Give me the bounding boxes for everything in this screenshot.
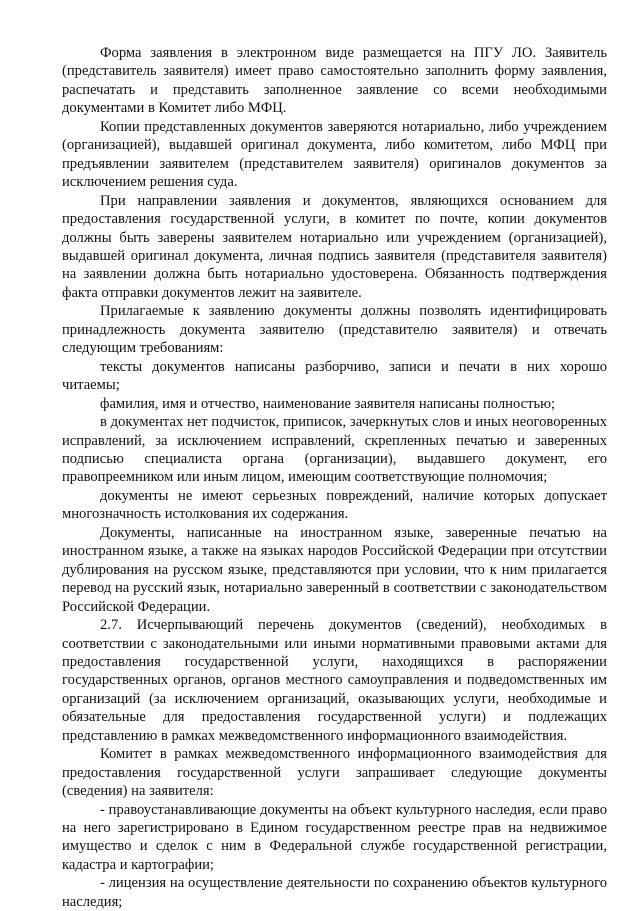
requirement-legible-text: тексты документов написаны разборчиво, записи и печати в них хорошо читаемы; bbox=[62, 358, 607, 394]
paragraph-form-submission: Форма заявления в электронном виде размещается на ПГУ ЛО. Заявитель (представитель заявителя) имеет право самостоятельно заполнить форму заявления, распечатать и представить заполненное заявление со всеми необходимыми документами в Комитет либо МФЦ. bbox=[62, 45, 607, 117]
paragraph-interagency-request: Комитет в рамках межведомственного информационного взаимодействия для предоставления государственной услуги запрашивает следующие документы (сведения) на заявителя: bbox=[62, 746, 607, 800]
list-item-title-documents: - правоустанавливающие документы на объект культурного наследия, если право на него зарегистрировано в Едином государственном реестре прав на недвижимое имущество и сделок с ним в Федеральной службе государственной регистрации, кадастра и картографии; bbox=[62, 801, 607, 873]
requirement-no-damage: документы не имеют серьезных повреждений, наличие которых допускает многозначность истолкования их содержания. bbox=[62, 487, 607, 523]
paragraph-document-requirements: Прилагаемые к заявлению документы должны позволять идентифицировать принадлежность документа заявителю (представителю заявителя) и отвечать следующим требованиям: bbox=[62, 303, 607, 357]
requirement-full-name: фамилия, имя и отчество, наименование заявителя написаны полностью; bbox=[100, 395, 556, 412]
paragraph-foreign-language: Документы, написанные на иностранном языке, заверенные печатью на иностранном языке, а также на языках народов Российской Федерации при отсутствии дублирования на русском языке, представляются при условии, что к ним прилагается перевод на русский язык, нотариально заверенный в соответствии с законодательством Российской Федерации. bbox=[62, 524, 607, 615]
section-2-7-heading-paragraph: 2.7. Исчерпывающий перечень документов (сведений), необходимых в соответствии с законодательными или иными нормативными правовыми актами для предоставления государственной услуги, находящихся в распоряжении государственных органов, органов местного самоуправления и подведомственных им организаций (за исключением организаций, оказывающих услуги, необходимые и обязательные для предоставления государственной услуги) и подлежащих представлению в рамках межведомственного информационного взаимодействия. bbox=[62, 617, 607, 744]
paragraph-postal-submission: При направлении заявления и документов, являющихся основанием для предоставления государственной услуги, в комитет по почте, копии документов должны быть заверены заявителем нотариально или учреждением (организацией), выдавшей оригинал документа, личная подпись заявителя (представителя заявителя) на заявлении должна быть нотариально удостоверена. Обязанность подтверждения факта отправки документов лежит на заявителе. bbox=[62, 192, 607, 301]
requirement-no-corrections: в документах нет подчисток, приписок, зачеркнутых слов и иных неоговоренных исправлений, за исключением исправлений, скрепленных печатью и заверенных подписью специалиста органа (организации), выдавшего документ, его правопреемником или иным лицом, имеющим соответствующие полномочия; bbox=[62, 414, 607, 486]
list-item-license: - лицензия на осуществление деятельности по сохранению объектов культурного наследия; bbox=[62, 875, 607, 910]
paragraph-copies-certification: Копии представленных документов заверяются нотариально, либо учреждением (организацией), выдавшей оригинал документа, либо комитетом, либо МФЦ при предъявлении заявителем (представителем заявителя) оригиналов документов за исключением решения суда. bbox=[62, 118, 607, 191]
document-page bbox=[62, 44, 607, 911]
